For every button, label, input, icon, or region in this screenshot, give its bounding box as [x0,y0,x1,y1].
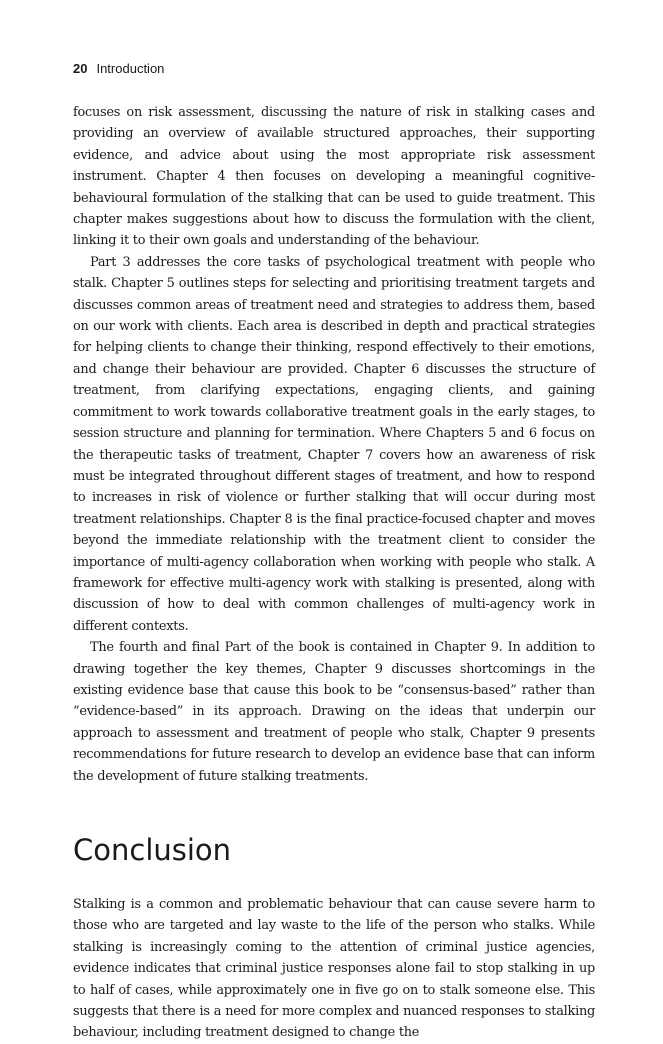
running-header [73,60,595,78]
paragraph-continuation: focuses on risk assessment, discussing the nature of risk in stalking cases and providing an overview of available structured approaches, their supporting evidence, and advice about using the most appropriate risk assessment instrument. Chapter 4 then focuses on developing a meaningful cognitive-behavioural formulation of the stalking that can be used to guide treatment. This chapter makes suggestions about how to discuss the formulation with the client, linking it to their own goals and understanding of the behaviour. [73,105,595,249]
body-text [73,102,595,787]
paragraph-part-4: The fourth and final Part of the book is contained in Chapter 9. In addition to drawing together the key themes, Chapter 9 discusses shortcomings in the existing evidence base that cause this book to be “consensus-based” rather than “evidence-based” in its approach. Drawing on the ideas that underpin our approach to assessment and treatment of people who stalk, Chapter 9 presents recommendations for future research to develop an evidence base that can inform the development of future stalking treatments. [73,640,595,784]
book-page [73,60,595,1044]
paragraph-part-3: Part 3 addresses the core tasks of psychological treatment with people who stalk. Chapter 5 outlines steps for selecting and prioritising treatment targets and discusses common areas of treatment need and strategies to address them, based on our work with clients. Each area is described in depth and practical strategies for helping clients to change their thinking, respond effectively to their emotions, and change their behaviour are provided. Chapter 6 discusses the structure of treatment, from clarifying expectations, engaging clients, and gaining commitment to work towards collaborative treatment goals in the early stages, to session structure and planning for termination. Where Chapters 5 and 6 focus on the therapeutic tasks of treatment, Chapter 7 covers how an awareness of risk must be integrated throughout different stages of treatment, and how to respond to increases in risk of violence or further stalking that will occur during most treatment relationships. Chapter 8 is the final practice-focused chapter and moves beyond the immediate relationship with the treatment client to consider the importance of multi-agency collaboration when working with people who stalk. A framework for effective multi-agency work with stalking is presented, along with discussion of how to deal with common challenges of multi-agency work in different contexts. [73,254,595,634]
section-heading-conclusion: Conclusion [73,833,232,867]
conclusion-text [73,894,595,1044]
running-title: Introduction [96,61,165,76]
page-number: 20 [73,61,88,76]
paragraph-conclusion: Stalking is a common and problematic behaviour that can cause severe harm to those who are targeted and lay waste to the life of the person who stalks. While stalking is increasingly coming to the attention of criminal justice agencies, evidence indicates that criminal justice responses alone fail to stop stalking in up to half of cases, while approximately one in five go on to stalk someone else. This suggests that there is a need for more complex and nuanced responses to stalking behaviour, including treatment designed to change the [73,897,595,1041]
